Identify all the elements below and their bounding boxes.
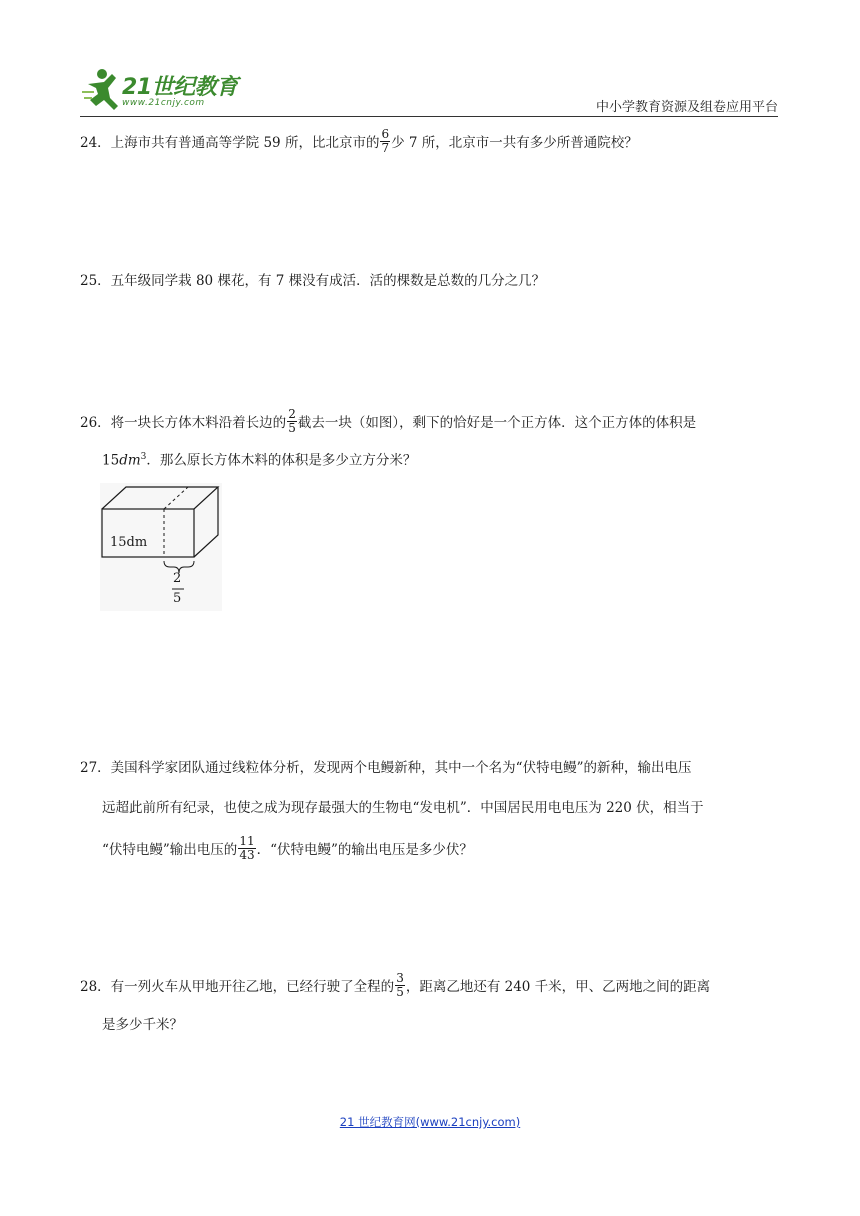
question-27-line3-pre: “伏特电鳗”输出电压的 <box>102 842 238 858</box>
question-27 <box>80 751 780 867</box>
cuboid-figure <box>100 483 222 611</box>
fraction-11-43: $\frac{11}{43}$ <box>239 834 255 862</box>
question-26-text-pre: 26．将一块长方体木料沿着长边的 <box>80 415 287 431</box>
figure-fraction-numerator: 2 <box>173 571 182 586</box>
volume-exponent: 3 <box>140 452 147 462</box>
question-24 <box>80 126 780 160</box>
question-28-text-pre: 28．有一列火车从甲地开往乙地，已经行驶了全程的 <box>80 979 395 995</box>
question-25-text: 25．五年级同学栽 80 棵花，有 7 棵没有成活．活的棵数是总数的几分之几？ <box>80 273 546 289</box>
page-footer <box>0 1114 860 1130</box>
question-27-line2: 远超此前所有纪录，也使之成为现存最强大的生物电“发电机”．中国居民用电电压为 220 伏，相当于 <box>102 800 704 816</box>
question-26-text-post: 截去一块（如图），剩下的恰好是一个正方体．这个正方体的体积是 <box>297 415 697 431</box>
volume-unit: dm <box>119 452 141 469</box>
logo-text: 21世纪教育 <box>122 75 238 100</box>
question-28 <box>80 970 780 1042</box>
page-header <box>80 62 778 118</box>
question-25 <box>80 264 780 298</box>
question-27-line1: 27．美国科学家团队通过线粒体分析，发现两个电鳗新种，其中一个名为“伏特电鳗”的新种，输出电压 <box>80 760 692 776</box>
question-24-text-post: 少 7 所，北京市一共有多少所普通院校？ <box>391 135 638 151</box>
question-28-line2: 是多少千米？ <box>102 1017 183 1033</box>
footer-link[interactable]: 21 世纪教育网(www.21cnjy.com) <box>339 1115 521 1129</box>
fraction-3-5: $\frac{3}{5}$ <box>396 971 404 999</box>
brand-logo <box>80 66 270 116</box>
figure-length-label: 15dm <box>110 535 148 550</box>
logo-subtext: www.21cnjy.com <box>122 98 205 108</box>
fraction-6-7: $\frac{6}{7}$ <box>381 127 390 155</box>
runner-logo-icon <box>80 66 122 112</box>
fraction-2-5: $\frac{2}{5}$ <box>288 407 296 435</box>
question-24-text-pre: 24．上海市共有普通高等学院 59 所，比北京市的 <box>80 135 380 151</box>
question-28-text-post: ，距离乙地还有 240 千米，甲、乙两地之间的距离 <box>405 979 711 995</box>
volume-value: 15 <box>102 452 120 469</box>
figure-fraction-denominator: 5 <box>173 591 182 606</box>
platform-name: 中小学教育资源及组卷应用平台 <box>595 100 778 115</box>
header-divider <box>80 116 778 117</box>
question-26 <box>80 406 780 478</box>
question-27-line3-post: ．“伏特电鳗”的输出电压是多少伏？ <box>256 842 473 858</box>
question-26-text-line2: ．那么原长方体木料的体积是多少立方分米？ <box>146 452 417 469</box>
